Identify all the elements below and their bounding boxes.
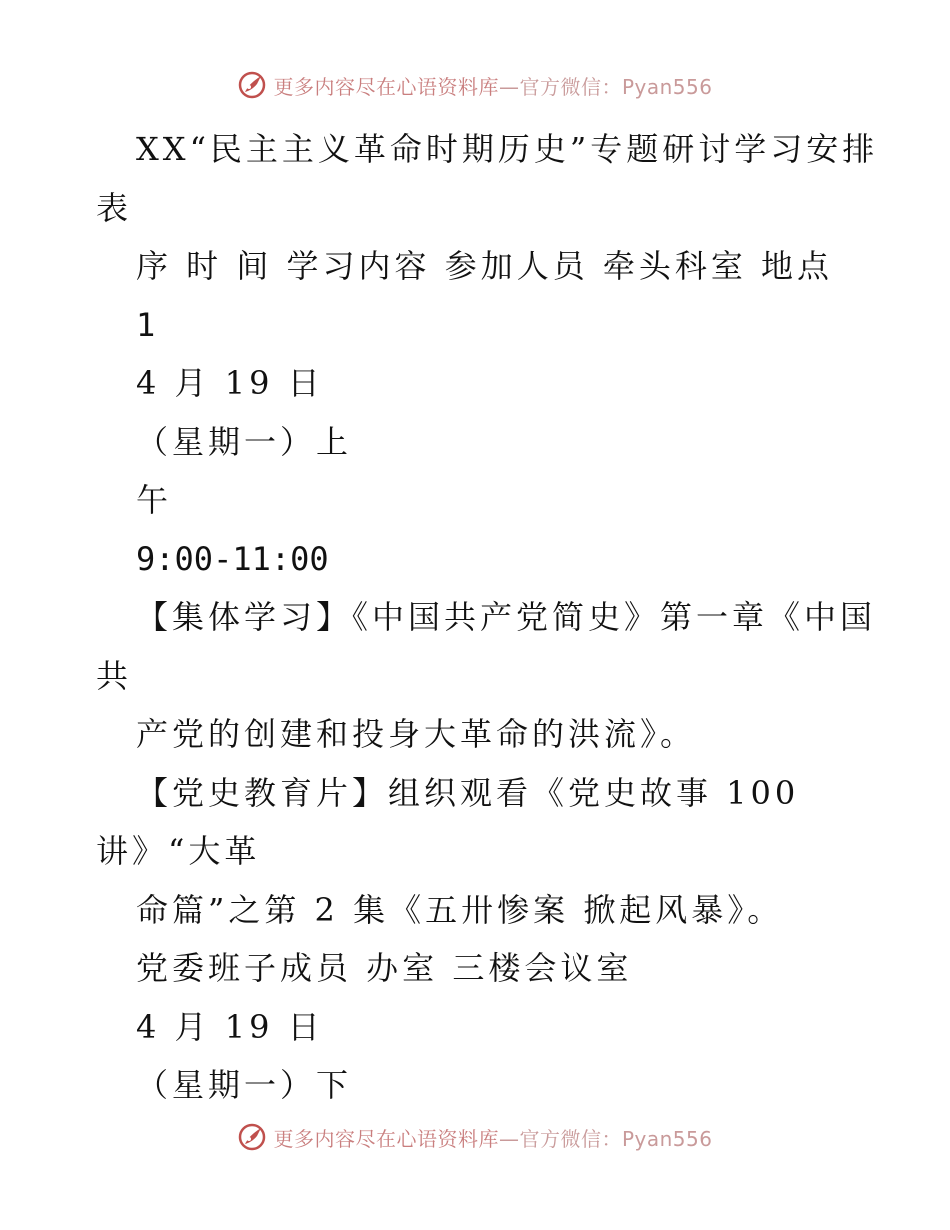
doc-line: 命篇”之第 2 集《五卅惨案 掀起风暴》。 — [136, 890, 784, 929]
doc-line: 【党史教育片】组织观看《党史故事 100 — [136, 773, 800, 812]
doc-line: 4 月 19 日 — [136, 1007, 324, 1046]
brush-logo-icon — [237, 1122, 267, 1152]
doc-line: 9:00-11:00 — [136, 539, 329, 578]
doc-line: 【集体学习】《中国共产党简史》第一章《中国 — [136, 598, 877, 636]
footer-watermark — [0, 1122, 950, 1152]
doc-line: 表 — [96, 188, 133, 227]
doc-line: 午 — [136, 481, 173, 519]
watermark-main-text: 更多内容尽在心语资料库 — [273, 74, 499, 99]
doc-line: XX“民主主义革命时期历史”专题研讨学习安排 — [136, 130, 879, 168]
watermark-sub-text: —官方微信：Pyan556 — [498, 74, 713, 99]
doc-line: 产党的创建和投身大革命的洪流》。 — [136, 715, 697, 753]
doc-line: 1 — [136, 305, 156, 344]
doc-line: 讲》“大革 — [96, 832, 261, 870]
doc-line: （星期一）下 — [136, 1066, 353, 1104]
doc-line: （星期一）上 — [136, 422, 353, 461]
doc-line: 党委班子成员 办室 三楼会议室 — [136, 949, 633, 987]
doc-line: 共 — [96, 656, 133, 695]
brush-logo-icon — [237, 70, 267, 100]
doc-line: 4 月 19 日 — [136, 364, 324, 402]
header-watermark — [0, 70, 950, 100]
doc-line: 序 时 间 学习内容 参加人员 牵头科室 地点 — [136, 247, 834, 285]
document-body — [0, 120, 950, 1115]
watermark-main-text: 更多内容尽在心语资料库 — [273, 1126, 499, 1151]
watermark-sub-text: —官方微信：Pyan556 — [498, 1126, 713, 1151]
